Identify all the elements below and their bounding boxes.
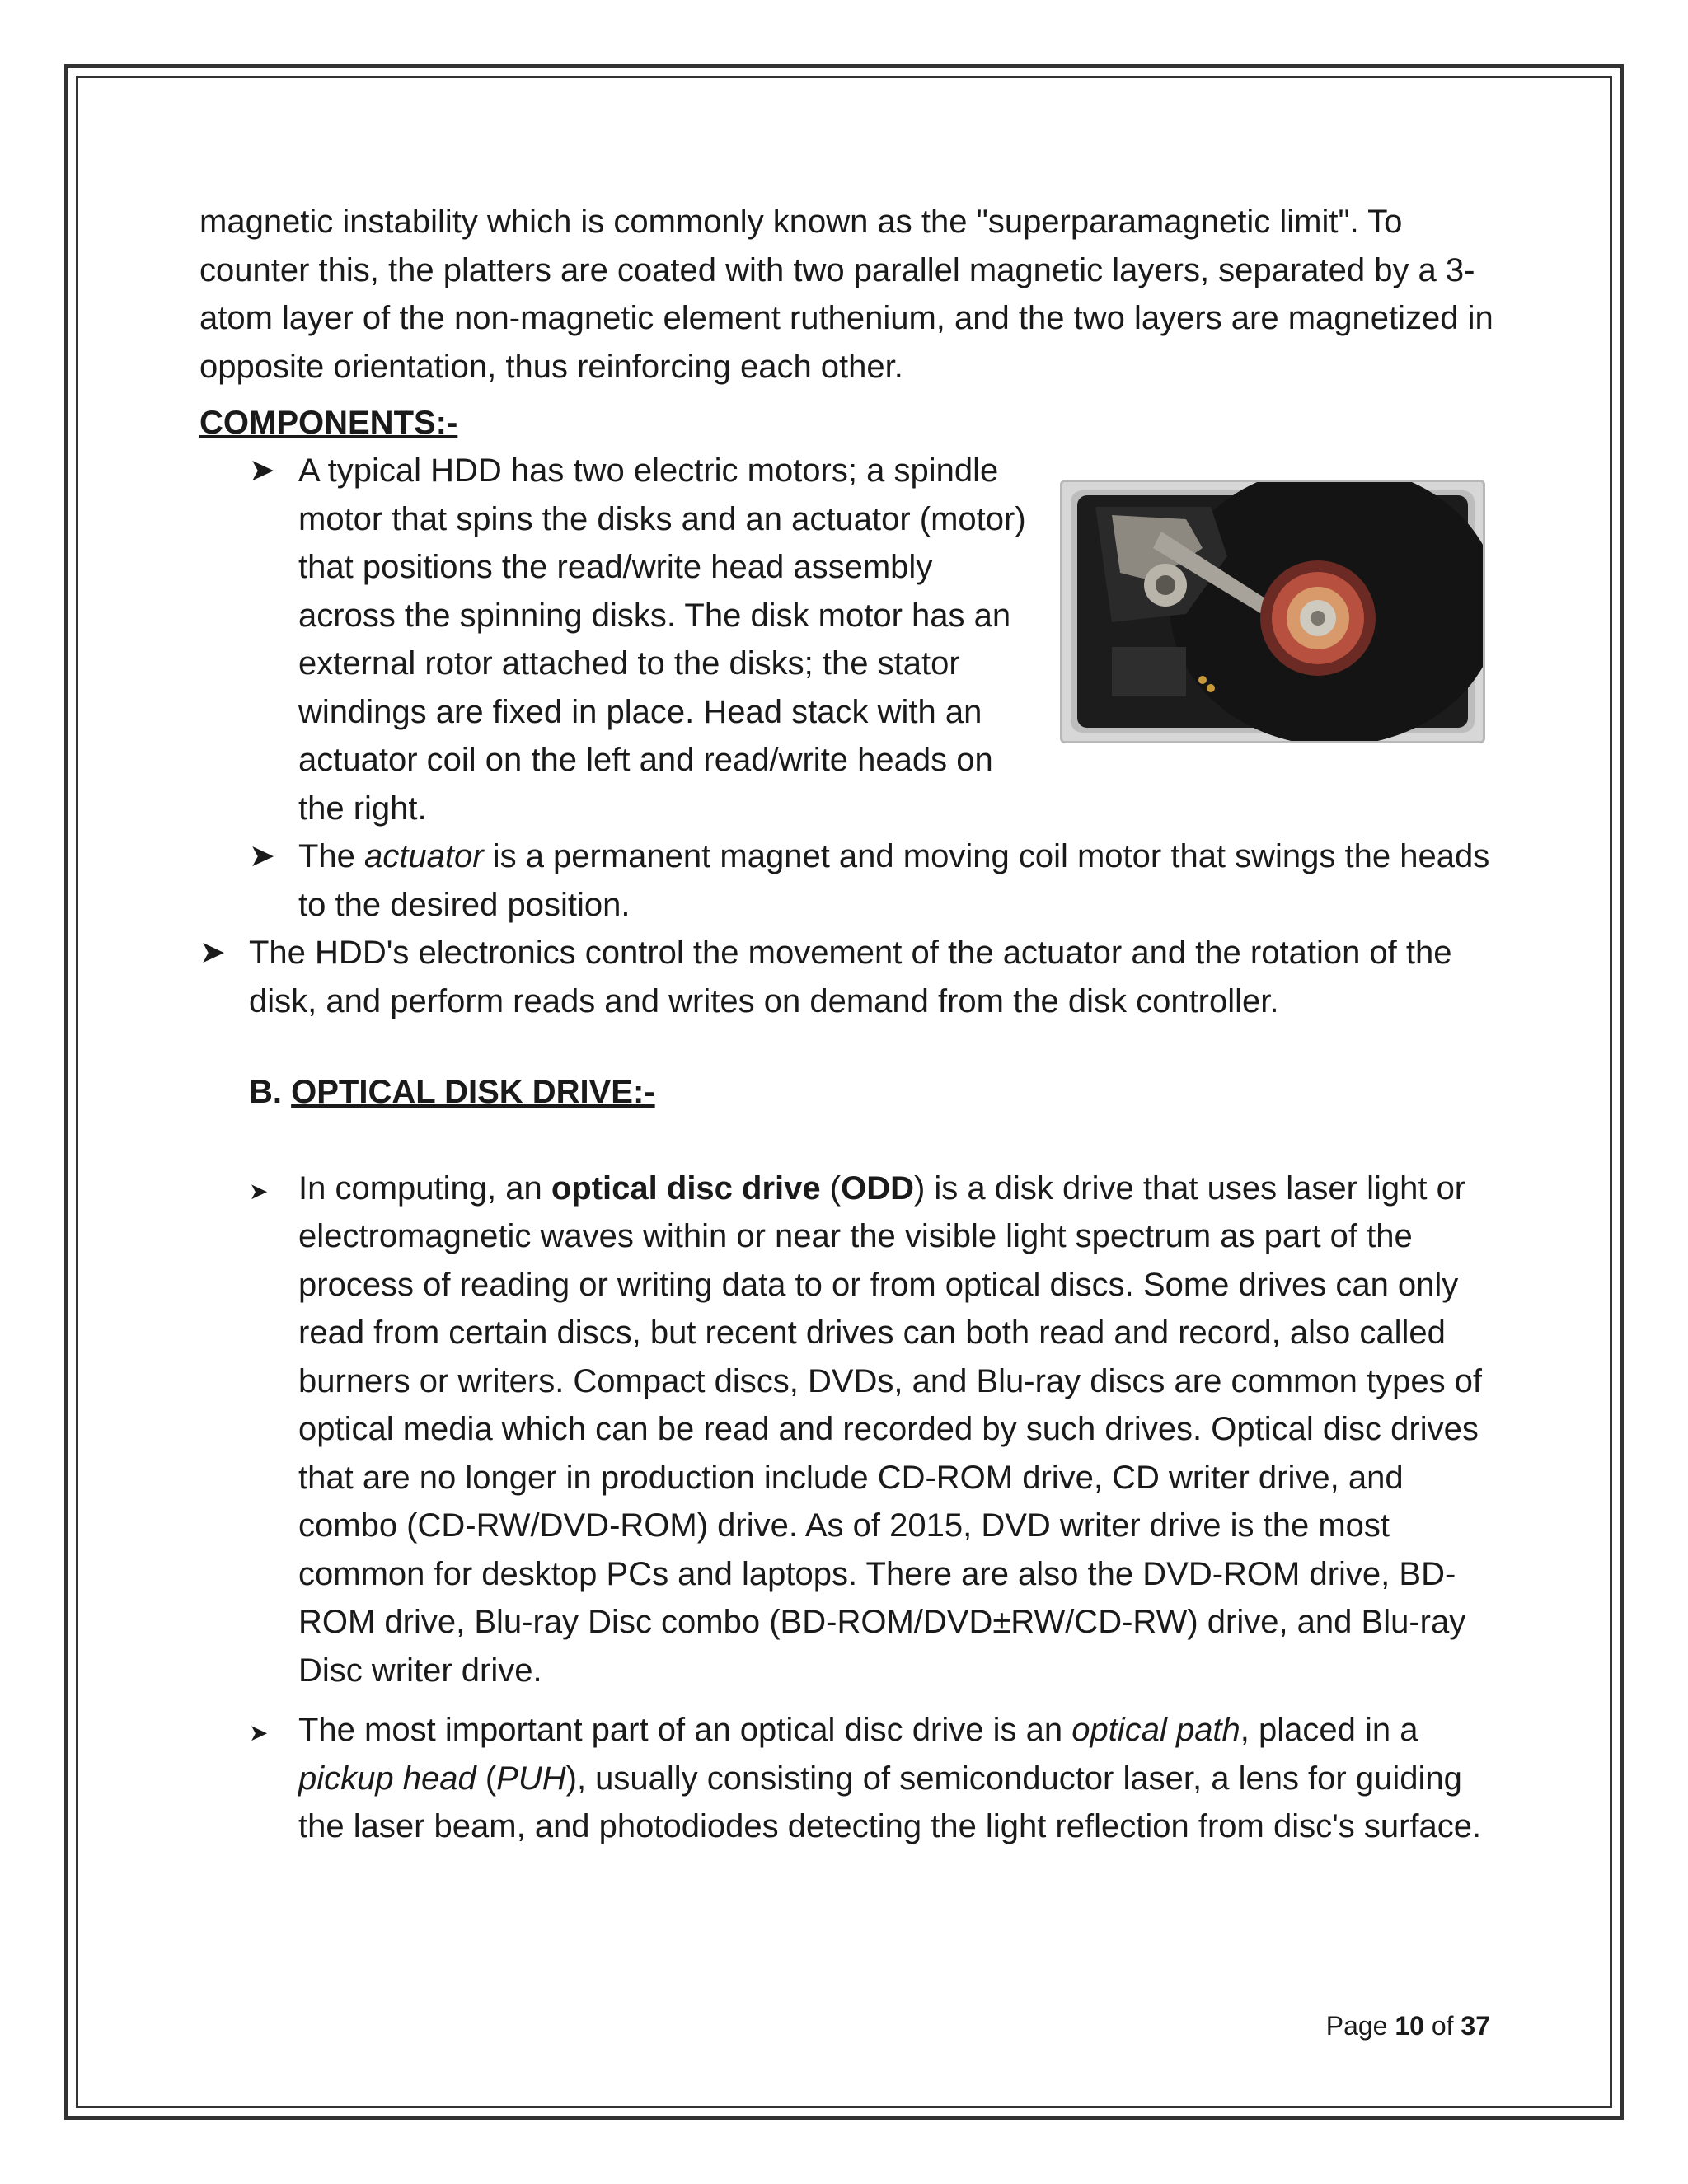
bullet-hdd-electronics (199, 929, 1502, 1025)
bullet-hdd-motors-text: A typical HDD has two electric motors; a spindle motor that spins the disks and an actuator (motor) that positions the read/write head assembly across the spinning disks. The disk motor has an external rotor attached to the disks; the stator windings are fixed in place. Head stack with an actuator coil on the left and read/write heads on the right. (298, 452, 1026, 827)
page-footer (1326, 2011, 1490, 2041)
optical-text-mid1: , placed in a (1240, 1712, 1418, 1748)
optical-text-pre: The most important part of an optical disc drive is an (298, 1712, 1072, 1748)
bullet-optical-path (199, 1706, 1502, 1851)
bullet-hdd-motors (199, 447, 1502, 832)
hdd-photo (1060, 480, 1485, 743)
arrow-bullet-icon: ➤ (199, 935, 226, 970)
page-content (199, 198, 1502, 1851)
odd-text-mid: ( (820, 1169, 842, 1207)
bullet-actuator (199, 832, 1502, 929)
optical-text-mid2: ( (476, 1760, 497, 1797)
footer-page-label: Page (1325, 2011, 1388, 2041)
pickup-head-term: pickup head (298, 1760, 476, 1797)
actuator-term: actuator (364, 838, 484, 874)
arrow-bullet-icon: ➤ (249, 1720, 269, 1746)
arrow-bullet-icon: ➤ (249, 839, 275, 874)
optical-text-post: ), usually consisting of semiconductor laser, a lens for guiding the laser beam, and photodiodes detecting the light reflection from disc's surface. (298, 1760, 1482, 1844)
odd-term: optical disc drive (551, 1169, 821, 1207)
bullet-odd-definition (199, 1165, 1502, 1695)
bullet-actuator-pre: The (298, 838, 365, 874)
arrow-bullet-icon: ➤ (249, 453, 275, 488)
components-heading: COMPONENTS:- (199, 405, 458, 441)
footer-page-number: 10 (1395, 2011, 1424, 2041)
section-b-title: OPTICAL DISK DRIVE:- (291, 1074, 655, 1110)
odd-text-pre: In computing, an (298, 1169, 551, 1207)
footer-page-total: 37 (1461, 2011, 1490, 2041)
section-b-heading (199, 1068, 1502, 1117)
footer-of-label: of (1431, 2011, 1454, 2041)
section-b-letter: B. (249, 1074, 282, 1110)
odd-text-post: ) is a disk drive that uses laser light or electromagnetic waves within or near the visible light spectrum as part of the process of reading or writing data to or from optical discs. Some drives can only read from certain discs, but recent drives can both read and record, also called burners or writers. Compact discs, DVDs, and Blu-ray discs are common types of optical media which can be read and recorded by such drives. Optical disc drives that are no longer in production include CD-ROM drive, CD writer drive, and combo (CD-RW/DVD-ROM) drive. As of 2015, DVD writer drive is the most common for desktop PCs and laptops. There are also the DVD-ROM drive, BD-ROM drive, Blu-ray Disc combo (BD-ROM/DVD±RW/CD-RW) drive, and Blu-ray Disc writer drive. (298, 1169, 1483, 1689)
puh-abbr: PUH (496, 1760, 566, 1797)
optical-path-term: optical path (1071, 1712, 1240, 1748)
bullet-hdd-electronics-text: The HDD's electronics control the movement of the actuator and the rotation of the disk, and perform reads and writes on demand from the disk controller. (249, 935, 1452, 1019)
arrow-bullet-icon: ➤ (249, 1178, 269, 1204)
intro-paragraph: magnetic instability which is commonly known as the "superparamagnetic limit". To counter this, the platters are coated with two parallel magnetic layers, separated by a 3-atom layer of the non-magnetic element ruthenium, and the two layers are magnetized in opposite orientation, thus reinforcing each other. (199, 204, 1493, 385)
odd-abbr: ODD (841, 1169, 914, 1207)
bullet-actuator-post: is a permanent magnet and moving coil motor that swings the heads to the desired position. (298, 838, 1490, 923)
